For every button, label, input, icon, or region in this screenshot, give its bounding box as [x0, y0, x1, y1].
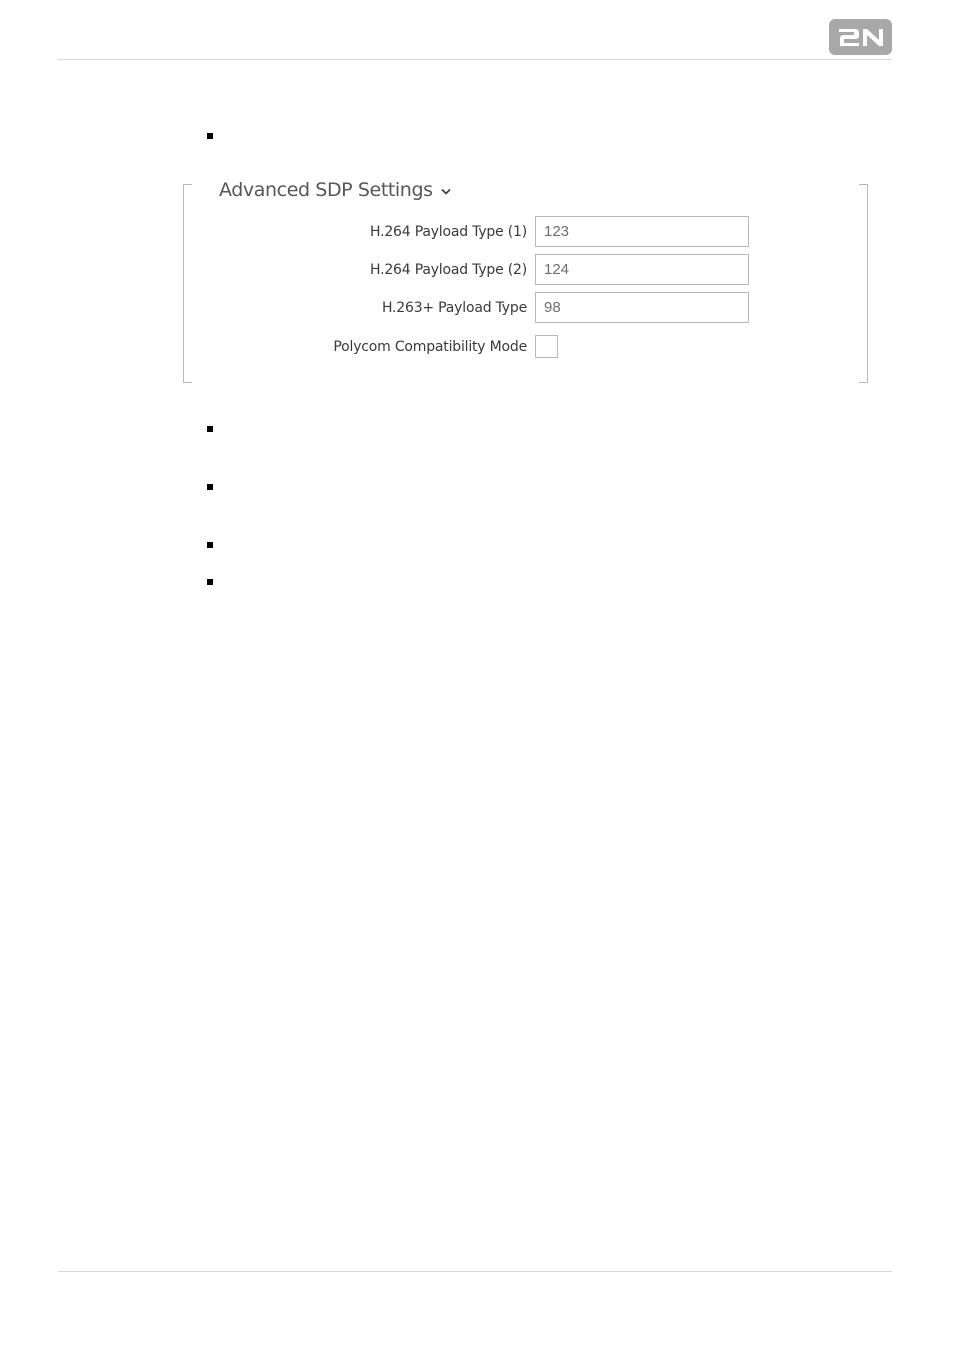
- panel-frame-right: [859, 184, 868, 383]
- list-bullet: [207, 426, 213, 432]
- h264-payload-type-1-input[interactable]: [535, 216, 749, 247]
- panel-title: Advanced SDP Settings: [219, 179, 433, 201]
- panel-header-advanced-sdp-settings[interactable]: [219, 176, 451, 204]
- list-bullet: [207, 133, 213, 139]
- field-label: H.264 Payload Type (2): [370, 262, 527, 278]
- field-label: H.264 Payload Type (1): [370, 224, 527, 240]
- list-bullet: [207, 542, 213, 548]
- header-divider: [58, 59, 892, 60]
- field-row-h264-payload-type-1: [220, 216, 760, 248]
- field-label: H.263+ Payload Type: [381, 300, 527, 316]
- h263-plus-payload-type-input[interactable]: [535, 292, 749, 323]
- field-row-polycom-compatibility-mode: [220, 331, 760, 363]
- list-bullet: [207, 579, 213, 585]
- list-bullet: [207, 484, 213, 490]
- 2n-logo-icon: [836, 25, 886, 49]
- field-row-h264-payload-type-2: [220, 254, 760, 286]
- chevron-down-icon: [441, 188, 451, 196]
- footer-divider: [58, 1271, 892, 1272]
- panel-frame-left: [183, 184, 192, 383]
- polycom-compatibility-mode-checkbox[interactable]: [535, 335, 558, 358]
- h264-payload-type-2-input[interactable]: [535, 254, 749, 285]
- field-row-h263-plus-payload-type: [220, 292, 760, 324]
- brand-logo: [829, 19, 892, 55]
- field-label: Polycom Compatibility Mode: [333, 339, 527, 355]
